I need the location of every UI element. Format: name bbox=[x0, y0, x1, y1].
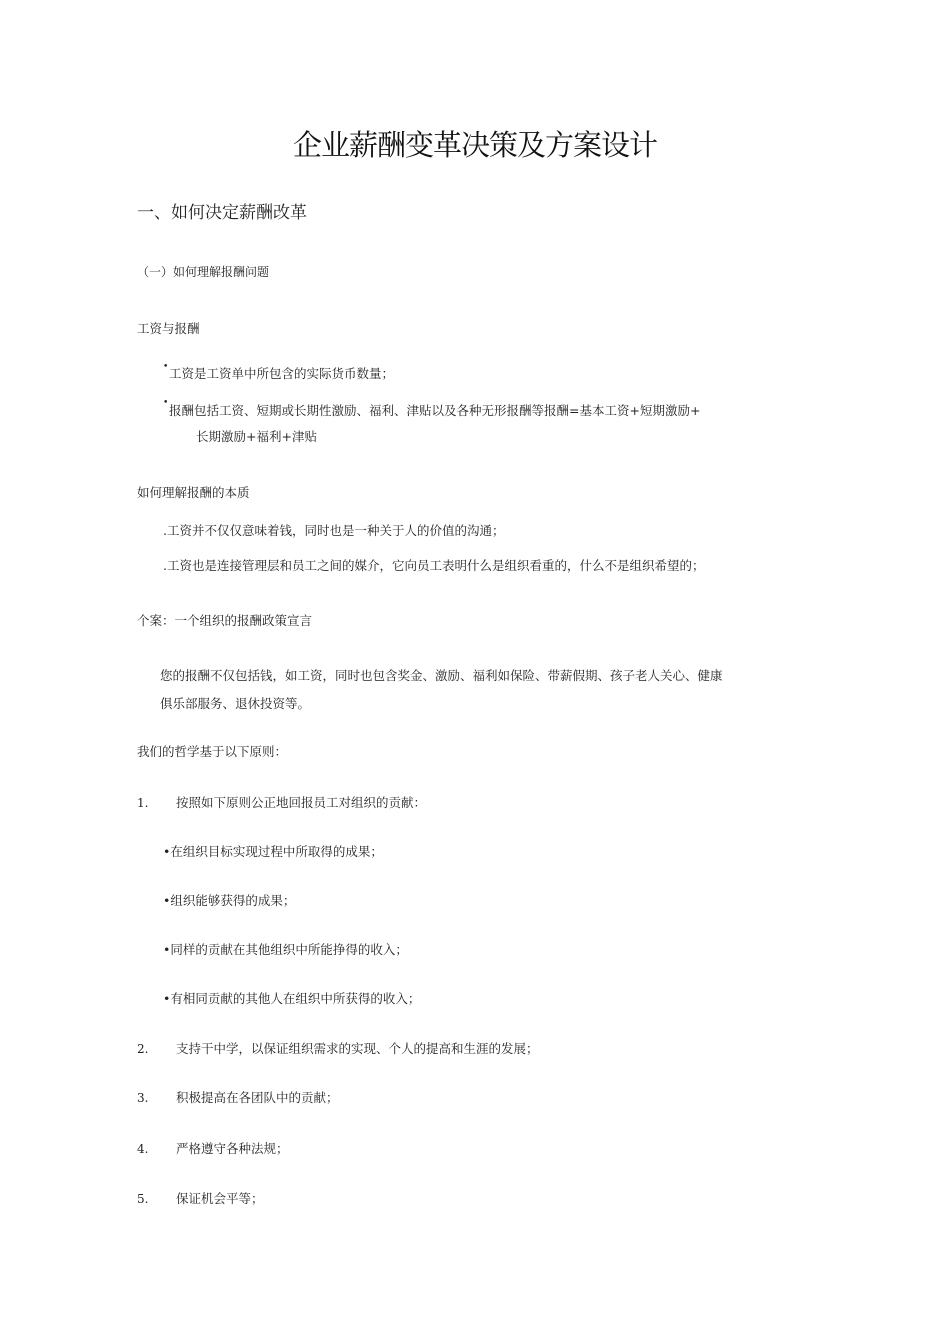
principle-item: 支持干中学，以保证组织需求的实现、个人的提高和生涯的发展； bbox=[176, 1041, 539, 1056]
principle-sub-item: •同样的贡献在其他组织中所能挣得的收入； bbox=[163, 942, 408, 957]
list-number: 5. bbox=[137, 1192, 149, 1206]
principle-sub-item: •组织能够获得的成果； bbox=[163, 893, 296, 908]
list-number: 3. bbox=[137, 1091, 149, 1105]
section-heading: 一、如何决定薪酬改革 bbox=[137, 203, 307, 223]
principle-item: 积极提高在各团队中的贡献； bbox=[176, 1090, 339, 1105]
principle-sub-item: •在组织目标实现过程中所取得的成果； bbox=[163, 844, 383, 859]
bullet-marker: • bbox=[163, 398, 169, 408]
case-paragraph-continuation: 俱乐部服务、退休投资等。 bbox=[160, 696, 311, 711]
case-paragraph: 您的报酬不仅包括钱，如工资，同时也包含奖金、激励、福利如保险、带薪假期、孩子老人关心、健康 bbox=[160, 668, 723, 683]
bullet-marker: • bbox=[163, 362, 169, 372]
bullet-item: 工资是工资单中所包含的实际货币数量； bbox=[169, 366, 395, 381]
principle-item: 按照如下原则公正地回报员工对组织的贡献： bbox=[176, 795, 427, 810]
list-number: 1. bbox=[137, 796, 149, 810]
case-label: 个案：一个组织的报酬政策宣言 bbox=[137, 613, 313, 628]
principles-intro: 我们的哲学基于以下原则： bbox=[137, 744, 288, 759]
subsection-heading: （一）如何理解报酬问题 bbox=[137, 265, 270, 279]
principle-sub-item: •有相同贡献的其他人在组织中所获得的收入； bbox=[163, 991, 421, 1006]
nature-item: .工资并不仅仅意味着钱，同时也是一种关于人的价值的沟通； bbox=[163, 523, 505, 538]
principle-item: 严格遵守各种法规； bbox=[176, 1141, 289, 1156]
list-number: 2. bbox=[137, 1042, 149, 1056]
bullet-item: 报酬包括工资、短期或长期性激励、福利、津贴以及各种无形报酬等报酬=基本工资+短期激励+ bbox=[169, 403, 701, 418]
list-number: 4. bbox=[137, 1142, 149, 1156]
principle-item: 保证机会平等； bbox=[176, 1191, 264, 1206]
block-label-wages: 工资与报酬 bbox=[137, 321, 200, 336]
document-title: 企业薪酬变革决策及方案设计 bbox=[292, 128, 657, 162]
bullet-item-continuation: 长期激励+福利+津贴 bbox=[196, 429, 317, 444]
nature-item: .工资也是连接管理层和员工之间的媒介，它向员工表明什么是组织看重的，什么不是组织希望的； bbox=[163, 558, 705, 573]
block-label-nature: 如何理解报酬的本质 bbox=[137, 485, 250, 500]
